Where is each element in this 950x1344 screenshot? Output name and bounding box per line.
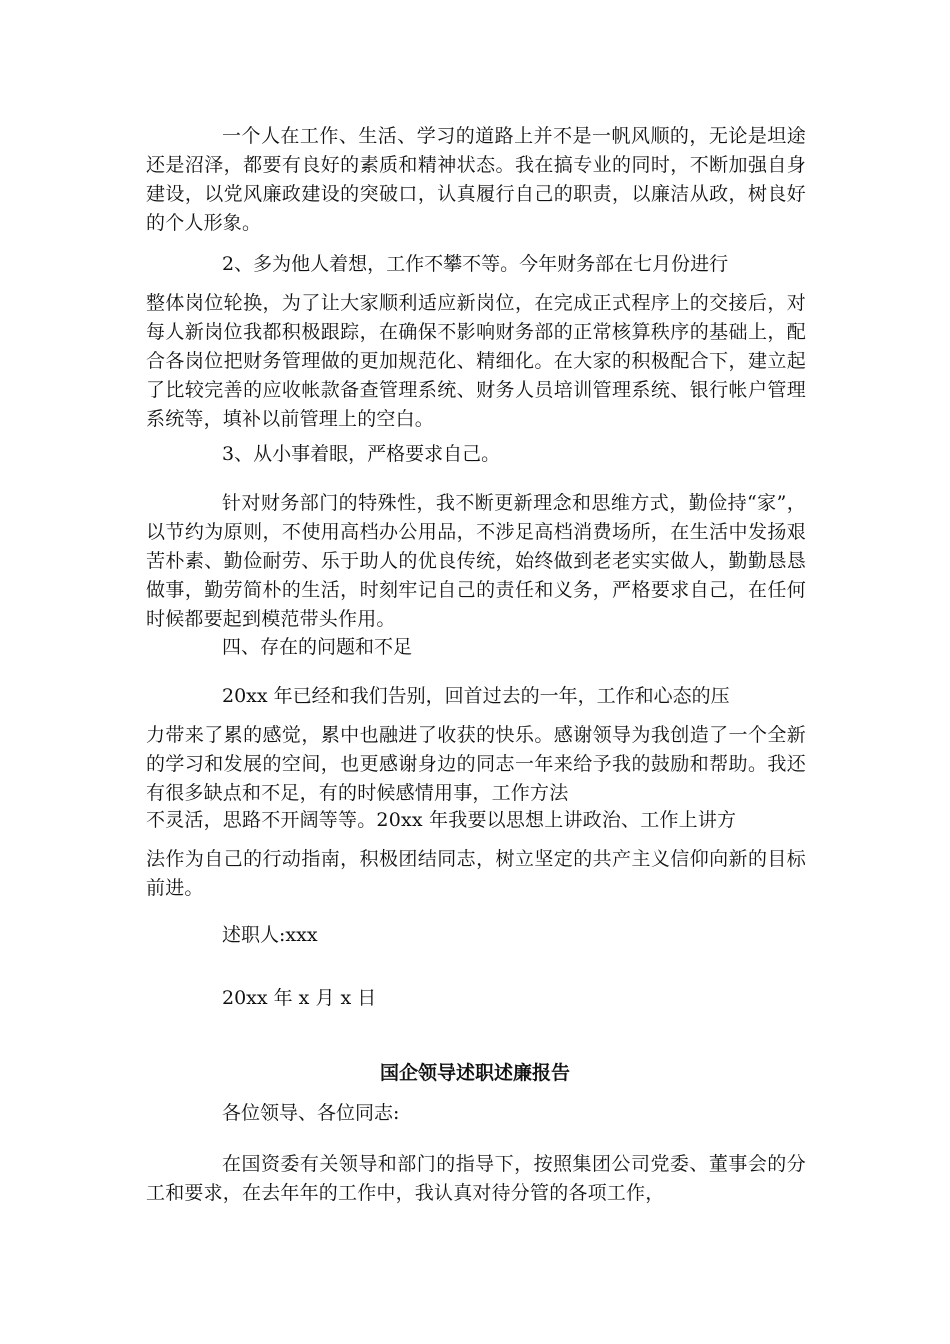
paragraph-summary-line-2: 力带来了累的感觉，累中也融进了收获的快乐。感谢领导为我创造了一个全新的学习和发展的空间，也更感谢身边的同志一年来给予我的鼓励和帮助。我还有很多缺点和不足，有的时候感情用事，工作方法 (146, 724, 806, 804)
section-4-heading: 四、存在的问题和不足 (222, 636, 413, 658)
greeting: 各位领导、各位同志: (222, 1102, 400, 1124)
report-title: 国企领导述职述廉报告 (379, 1062, 570, 1084)
paragraph-summary-line-1: 20xx 年已经和我们告别，回首过去的一年，工作和心态的压 (222, 685, 730, 707)
paragraph-rotation: 整体岗位轮换，为了让大家顺利适应新岗位，在完成正式程序上的交接后，对每人新岗位我都积极跟踪，在确保不影响财务部的正常核算秩序的基础上，配合各岗位把财务管理做的更加规范化、精细化。在大家的积极配合下，建立起了比较完善的应收帐款备查管理系统、财务人员培训管理系统、银行帐户管理系统等，填补以前管理上的空白。 (146, 292, 806, 430)
item-3-heading: 3、从小事着眼，严格要求自己。 (222, 443, 501, 465)
paragraph-intro: 在国资委有关领导和部门的指导下，按照集团公司党委、董事会的分工和要求，在去年年的工作中，我认真对待分管的各项工作， (146, 1153, 806, 1204)
paragraph-frugality: 针对财务部门的特殊性，我不断更新理念和思维方式，勤俭持“家”，以节约为原则，不使用高档办公用品，不涉足高档消费场所，在生活中发扬艰苦朴素、勤俭耐劳、乐于助人的优良传统，始终做到老老实实做人，勤勤恳恳做事，勤劳简朴的生活，时刻牢记自己的责任和义务，严格要求自己，在任何时候都要起到模范带头作用。 (146, 492, 806, 630)
paragraph-integrity: 一个人在工作、生活、学习的道路上并不是一帆风顺的，无论是坦途还是沼泽，都要有良好的素质和精神状态。我在搞专业的同时，不断加强自身建设，以党风廉政建设的突破口，认真履行自己的职责，以廉洁从政，树良好的个人形象。 (146, 125, 806, 234)
date: 20xx 年 x 月 x 日 (222, 987, 377, 1009)
paragraph-summary-line-4: 法作为自己的行动指南，积极团结同志，树立坚定的共产主义信仰向新的目标前进。 (146, 848, 806, 899)
signer: 述职人:xxx (222, 924, 318, 946)
paragraph-summary-line-3: 不灵活，思路不开阔等等。20xx 年我要以思想上讲政治、工作上讲方 (146, 809, 737, 831)
item-2-heading: 2、多为他人着想，工作不攀不等。今年财务部在七月份进行 (222, 253, 729, 275)
